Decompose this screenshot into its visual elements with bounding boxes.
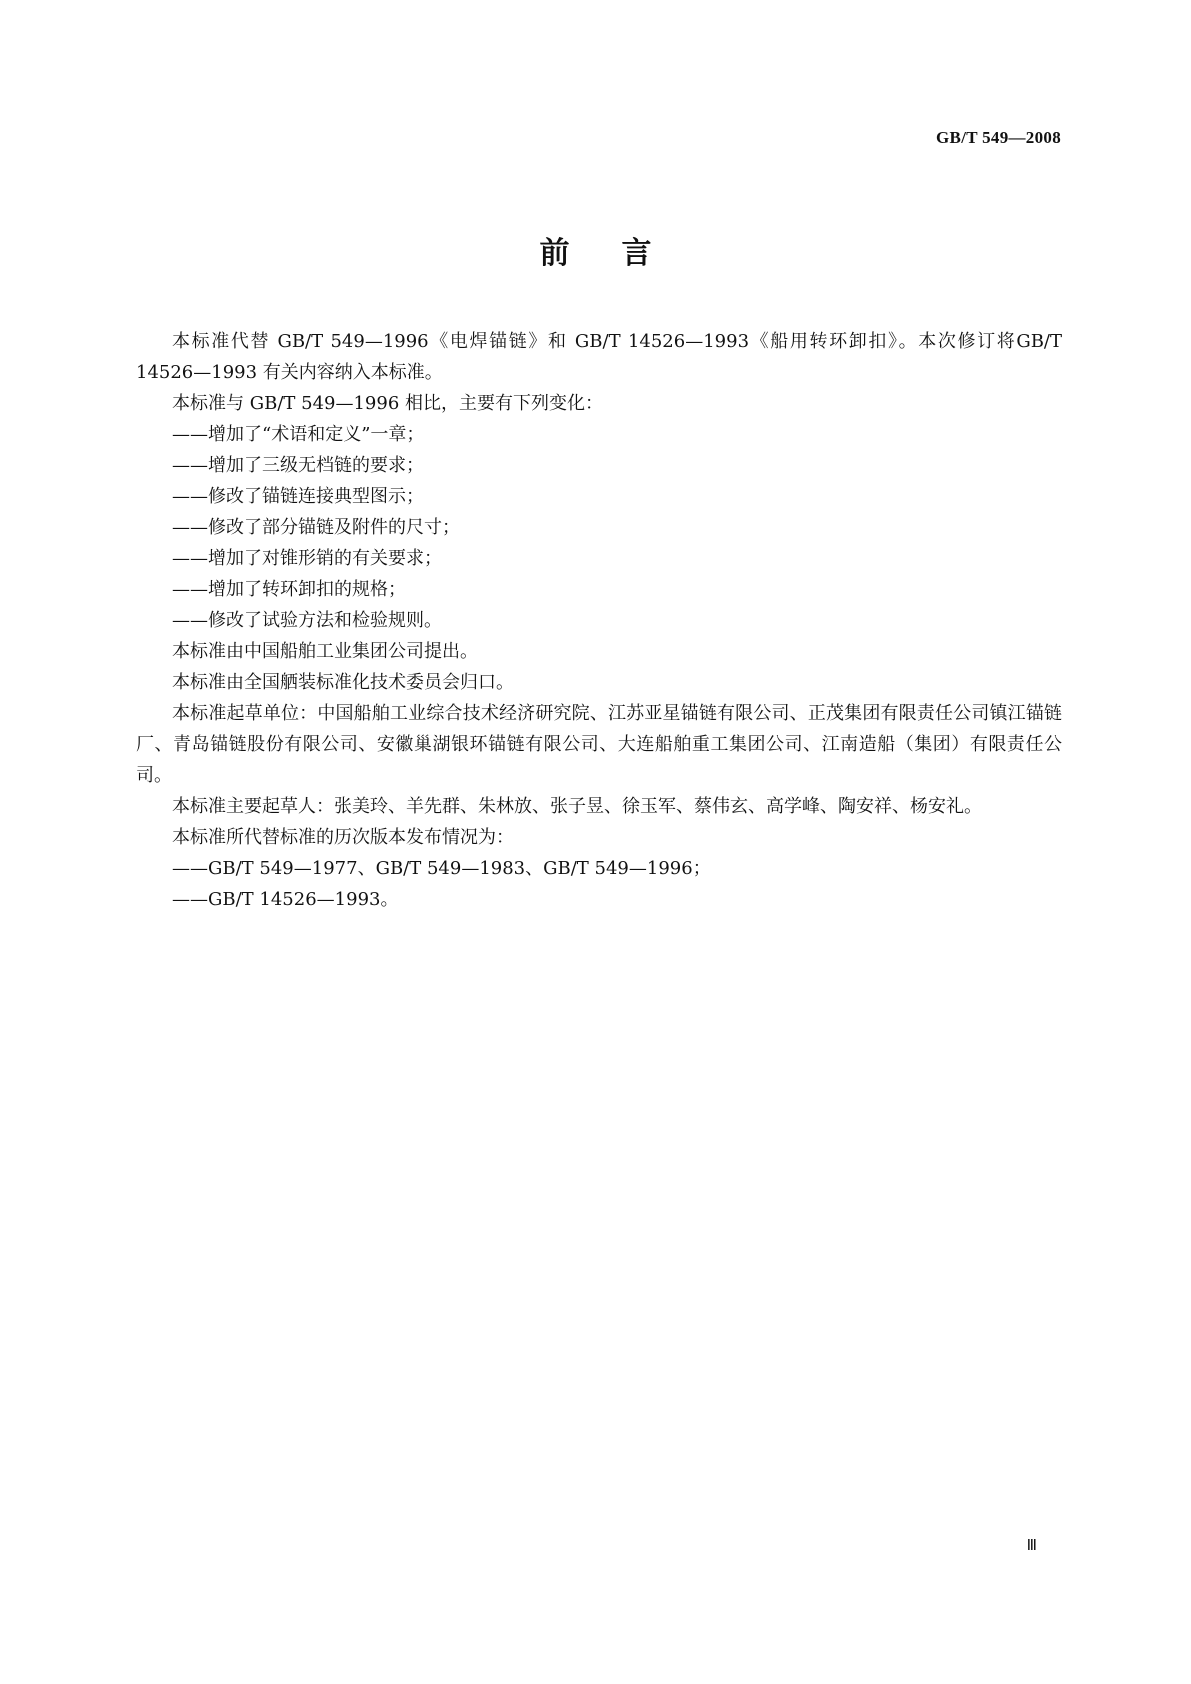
change-item: ——增加了转环卸扣的规格； bbox=[172, 579, 406, 600]
document-body bbox=[136, 326, 1062, 915]
history-item: ——GB/T 549—1977、GB/T 549—1983、GB/T 549—1996； bbox=[172, 858, 711, 879]
change-item: ——修改了部分锚链及附件的尺寸； bbox=[172, 517, 460, 538]
page-number: Ⅲ bbox=[1026, 1536, 1037, 1554]
paragraph-changes-intro: 本标准与 GB/T 549—1996 相比，主要有下列变化： bbox=[172, 393, 604, 414]
change-item: ——增加了三级无档链的要求； bbox=[172, 455, 424, 476]
page-title: 前言 bbox=[539, 236, 704, 271]
paragraph-replaces: 本标准代替 GB/T 549—1996《电焊锚链》和 GB/T 14526—1993《船用转环卸扣》。本次修订将GB/T 14526—1993 有关内容纳入本标准。 bbox=[136, 331, 1062, 383]
paragraph-proposer: 本标准由中国船舶工业集团公司提出。 bbox=[172, 641, 478, 662]
change-item: ——增加了“术语和定义”一章； bbox=[172, 424, 425, 445]
history-item: ——GB/T 14526—1993。 bbox=[172, 889, 399, 910]
change-item: ——增加了对锥形销的有关要求； bbox=[172, 548, 442, 569]
standard-code: GB/T 549—2008 bbox=[936, 128, 1061, 147]
change-item: ——修改了试验方法和检验规则。 bbox=[172, 610, 442, 631]
paragraph-committee: 本标准由全国舾装标准化技术委员会归口。 bbox=[172, 672, 514, 693]
paragraph-drafters: 本标准主要起草人：张美玲、羊先群、朱林放、张子昱、徐玉军、蔡伟玄、高学峰、陶安祥、杨安礼。 bbox=[172, 796, 982, 817]
paragraph-drafting-units: 本标准起草单位：中国船舶工业综合技术经济研究院、江苏亚星锚链有限公司、正茂集团有限责任公司镇江锚链厂、青岛锚链股份有限公司、安徽巢湖银环锚链有限公司、大连船舶重工集团公司、江南造船（集团）有限责任公司。 bbox=[136, 703, 1062, 786]
change-item: ——修改了锚链连接典型图示； bbox=[172, 486, 424, 507]
paragraph-history-intro: 本标准所代替标准的历次版本发布情况为： bbox=[172, 827, 514, 848]
